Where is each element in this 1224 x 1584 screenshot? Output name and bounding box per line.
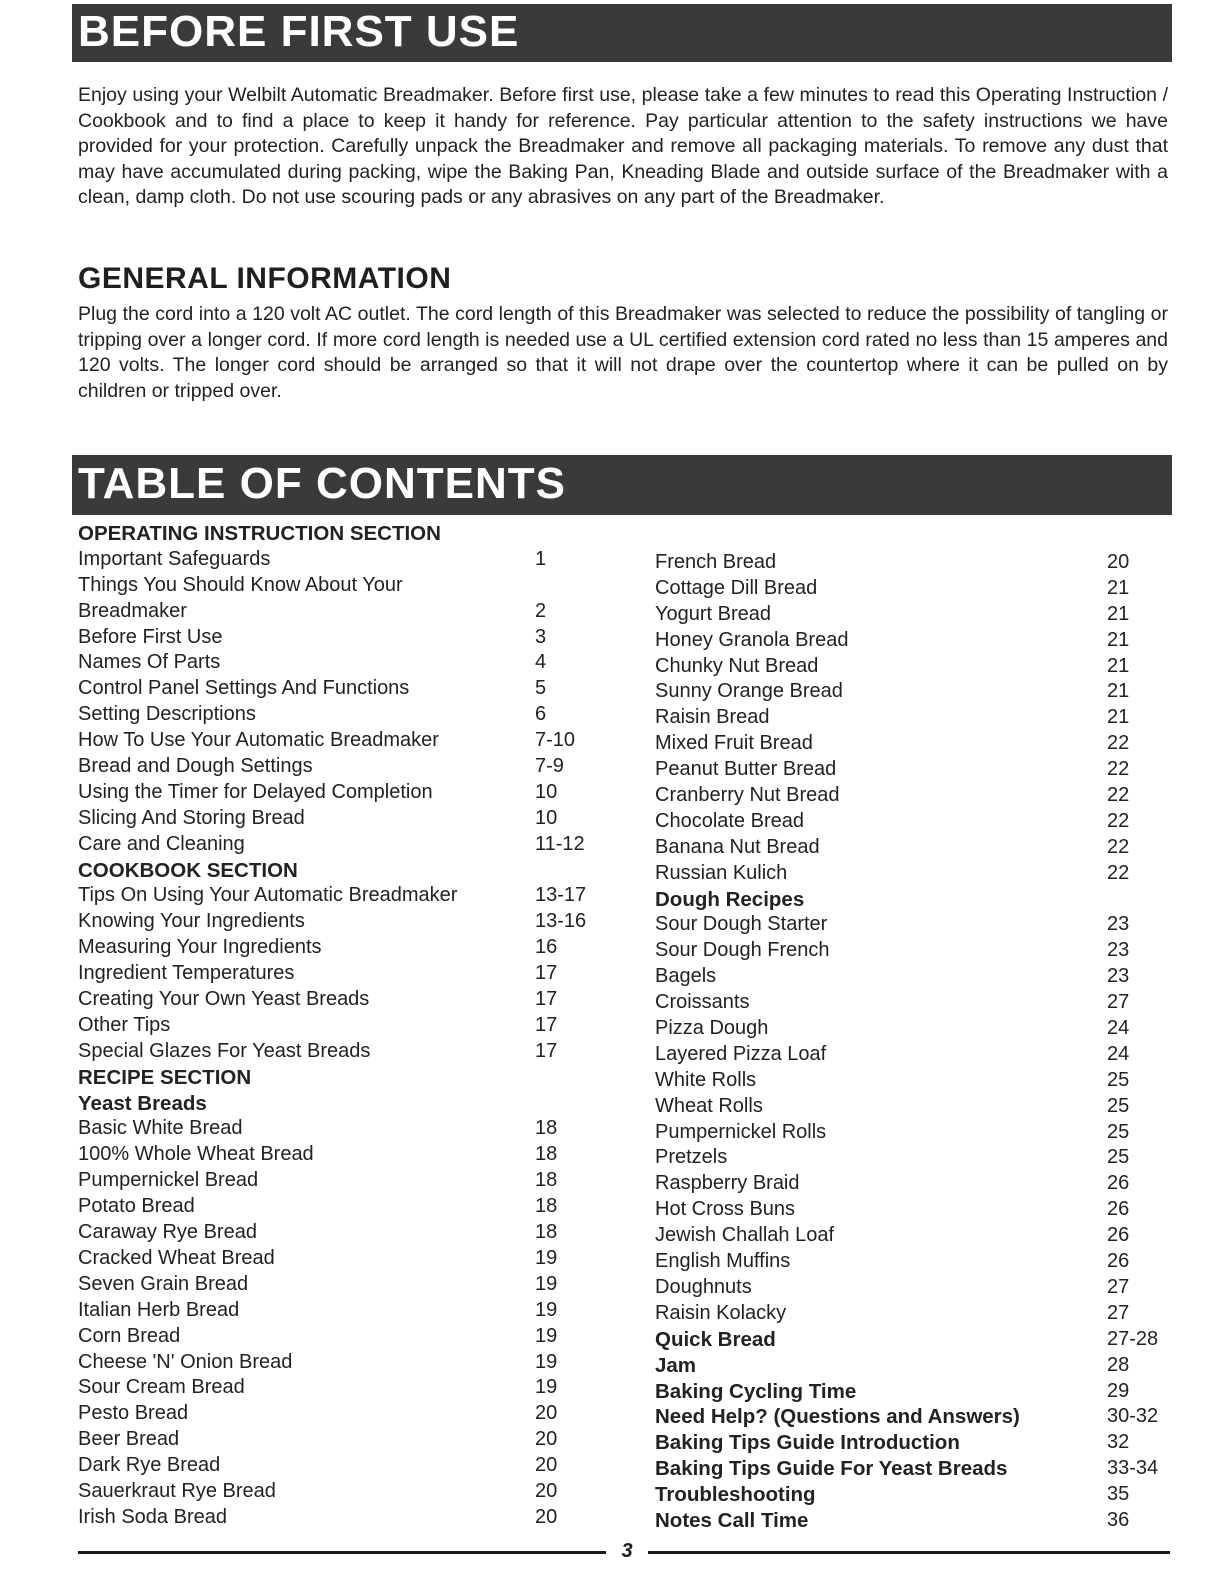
toc-entry-page: 21 <box>1107 576 1130 599</box>
general-information-heading: GENERAL INFORMATION <box>78 262 452 295</box>
toc-entry-title: How To Use Your Automatic Breadmaker <box>78 729 439 752</box>
toc-entry-title: Chunky Nut Bread <box>655 654 819 677</box>
toc-entry-page: 21 <box>1107 602 1130 625</box>
toc-entry <box>655 654 1175 680</box>
toc-entry <box>655 861 1175 887</box>
toc-entry <box>655 1042 1175 1068</box>
toc-entry <box>78 1168 598 1194</box>
toc-entry <box>655 602 1175 628</box>
toc-entry-title: Other Tips <box>78 1013 171 1036</box>
toc-entry <box>78 676 598 702</box>
toc-entry-page: 33-34 <box>1107 1457 1159 1480</box>
toc-entry-title: Sour Cream Bread <box>78 1376 245 1399</box>
toc-entry-page: 26 <box>1107 1250 1130 1273</box>
toc-entry-title: Special Glazes For Yeast Breads <box>78 1039 371 1062</box>
toc-entry-title: OPERATING INSTRUCTION SECTION <box>78 522 441 545</box>
toc-entry-page: 23 <box>1107 965 1130 988</box>
toc-entry-page: 32 <box>1107 1431 1130 1454</box>
toc-entry-title: Ingredient Temperatures <box>78 962 295 985</box>
toc-entry-page: 23 <box>1107 913 1130 936</box>
toc-entry-title: Sunny Orange Bread <box>655 680 843 703</box>
toc-entry-title: Potato Bread <box>78 1195 195 1218</box>
toc-entry <box>78 754 598 780</box>
toc-entry <box>78 1324 598 1350</box>
toc-entry <box>78 1350 598 1376</box>
toc-entry-title: Breadmaker <box>78 599 187 622</box>
toc-entry-page: 27 <box>1107 1301 1130 1324</box>
toc-entry-page: 19 <box>535 1350 558 1373</box>
toc-entry-title: Layered Pizza Loaf <box>655 1042 827 1065</box>
toc-entry <box>78 1479 598 1505</box>
toc-entry-page: 27 <box>1107 1275 1130 1298</box>
toc-entry <box>78 961 598 987</box>
toc-section-heading <box>655 1508 1175 1534</box>
toc-entry-page: 17 <box>535 988 558 1011</box>
toc-entry-title: Chocolate Bread <box>655 809 804 832</box>
toc-entry-title: Notes Call Time <box>655 1508 809 1532</box>
toc-entry-page: 13-16 <box>535 910 587 933</box>
toc-entry-title: Cheese 'N' Onion Bread <box>78 1350 293 1373</box>
toc-entry-title: Pretzels <box>655 1146 728 1169</box>
toc-entry <box>78 650 598 676</box>
toc-entry-page: 20 <box>535 1505 558 1528</box>
toc-entry <box>655 1120 1175 1146</box>
toc-entry <box>78 702 598 728</box>
toc-entry-title: Important Safeguards <box>78 547 271 570</box>
toc-entry-page: 24 <box>1107 1042 1130 1065</box>
toc-entry-title: Sour Dough Starter <box>655 913 828 936</box>
toc-entry-page: 20 <box>535 1402 558 1425</box>
toc-entry <box>78 780 598 806</box>
toc-entry <box>78 1272 598 1298</box>
toc-entry-page: 21 <box>1107 654 1130 677</box>
toc-section-heading <box>655 1456 1175 1482</box>
toc-entry-title: Raisin Bread <box>655 706 770 729</box>
toc-entry-title: Measuring Your Ingredients <box>78 936 322 959</box>
toc-entry <box>78 806 598 832</box>
toc-entry-title: Jewish Challah Loaf <box>655 1224 834 1247</box>
toc-entry <box>78 883 598 909</box>
footer-rule-right <box>648 1551 1170 1554</box>
toc-entry-title: Names Of Parts <box>78 651 221 674</box>
toc-entry-page: 25 <box>1107 1120 1130 1143</box>
toc-entry <box>655 731 1175 757</box>
toc-section-heading <box>655 1353 1175 1379</box>
toc-entry <box>655 705 1175 731</box>
toc-entry <box>655 679 1175 705</box>
toc-entry-page: 20 <box>535 1479 558 1502</box>
toc-entry-page: 6 <box>535 703 547 726</box>
toc-entry <box>78 1453 598 1479</box>
toc-entry <box>78 599 598 625</box>
toc-entry-page: 26 <box>1107 1224 1130 1247</box>
toc-entry-title: Bread and Dough Settings <box>78 755 313 778</box>
toc-entry <box>78 1194 598 1220</box>
toc-entry-page: 27 <box>1107 991 1130 1014</box>
toc-left-column <box>78 521 598 1531</box>
toc-section-heading <box>655 1430 1175 1456</box>
toc-entry-page: 22 <box>1107 809 1130 832</box>
toc-entry-page: 20 <box>1107 551 1130 573</box>
toc-entry-page: 28 <box>1107 1353 1130 1376</box>
toc-entry-title: Raspberry Braid <box>655 1172 800 1195</box>
table-of-contents-title: TABLE OF CONTENTS <box>78 459 566 508</box>
toc-entry <box>78 1220 598 1246</box>
toc-entry <box>655 1223 1175 1249</box>
toc-entry-page: 1 <box>535 547 547 570</box>
toc-section-heading <box>78 1091 598 1117</box>
toc-entry-page: 24 <box>1107 1017 1130 1040</box>
toc-entry <box>78 1401 598 1427</box>
toc-entry-title: Jam <box>655 1353 697 1377</box>
toc-entry-page: 26 <box>1107 1172 1130 1195</box>
toc-entry <box>78 987 598 1013</box>
toc-entry <box>655 1301 1175 1327</box>
toc-entry <box>78 1013 598 1039</box>
toc-entry-page: 20 <box>535 1428 558 1451</box>
toc-entry-page: 16 <box>535 936 558 959</box>
toc-entry-page: 22 <box>1107 835 1130 858</box>
toc-entry-title: Tips On Using Your Automatic Breadmaker <box>78 884 458 907</box>
toc-entry-title: Peanut Butter Bread <box>655 758 837 781</box>
toc-entry <box>78 547 598 573</box>
toc-entry-page: 17 <box>535 1013 558 1036</box>
toc-section-heading <box>655 1379 1175 1405</box>
toc-entry-title: Troubleshooting <box>655 1483 816 1507</box>
toc-entry-title: Cottage Dill Bread <box>655 576 818 599</box>
toc-entry-page: 17 <box>535 962 558 985</box>
footer-rule-left <box>78 1551 606 1554</box>
toc-section-heading <box>655 887 1175 913</box>
toc-entry-title: English Muffins <box>655 1250 791 1273</box>
toc-entry-title: Basic White Bread <box>78 1117 243 1140</box>
toc-entry-page: 18 <box>535 1117 558 1140</box>
toc-entry-title: Hot Cross Buns <box>655 1198 796 1221</box>
toc-entry-title: Creating Your Own Yeast Breads <box>78 988 370 1011</box>
toc-entry <box>655 1016 1175 1042</box>
toc-entry-title: COOKBOOK SECTION <box>78 858 298 882</box>
toc-entry-page: 10 <box>535 806 558 829</box>
toc-section-heading <box>78 521 598 547</box>
toc-entry-title: Honey Granola Bread <box>655 628 849 651</box>
toc-entry <box>655 964 1175 990</box>
toc-entry <box>655 628 1175 654</box>
toc-entry-page: 23 <box>1107 939 1130 962</box>
toc-entry <box>655 912 1175 938</box>
toc-entry-title: Caraway Rye Bread <box>78 1221 257 1244</box>
toc-entry-title: Before First Use <box>78 625 223 648</box>
toc-entry-page: 19 <box>535 1324 558 1347</box>
toc-entry-page: 10 <box>535 780 558 803</box>
toc-entry-page: 18 <box>535 1169 558 1192</box>
toc-entry <box>78 1246 598 1272</box>
toc-entry <box>78 1142 598 1168</box>
toc-entry-title: Irish Soda Bread <box>78 1505 227 1528</box>
toc-entry-title: Beer Bread <box>78 1428 180 1451</box>
toc-entry <box>78 1427 598 1453</box>
toc-entry-page: 22 <box>1107 861 1130 884</box>
toc-entry-title: Sour Dough French <box>655 939 830 962</box>
page-number: 3 <box>621 1540 633 1562</box>
toc-entry-page: 5 <box>535 677 547 700</box>
toc-entry-page: 17 <box>535 1039 558 1062</box>
toc-entry <box>655 1197 1175 1223</box>
toc-entry-title: Pumpernickel Rolls <box>655 1120 827 1143</box>
toc-entry-page: 25 <box>1107 1094 1130 1117</box>
toc-entry-title: White Rolls <box>655 1068 757 1091</box>
toc-entry-page: 2 <box>535 599 547 622</box>
toc-entry-title: Dough Recipes <box>655 887 805 911</box>
toc-entry-page: 25 <box>1107 1146 1130 1169</box>
toc-entry <box>655 1171 1175 1197</box>
toc-entry-page: 25 <box>1107 1068 1130 1091</box>
toc-entry-page: 18 <box>535 1195 558 1218</box>
toc-entry <box>655 1068 1175 1094</box>
toc-entry-title: Cranberry Nut Bread <box>655 784 840 807</box>
toc-entry <box>655 1275 1175 1301</box>
toc-entry-page: 22 <box>1107 732 1130 755</box>
toc-entry-title: Yogurt Bread <box>655 602 772 625</box>
toc-entry-page: 18 <box>535 1221 558 1244</box>
toc-entry-page: 20 <box>535 1454 558 1477</box>
toc-entry <box>78 1505 598 1531</box>
toc-entry-title: Doughnuts <box>655 1275 752 1298</box>
toc-section-heading <box>78 1065 598 1091</box>
toc-entry-title: Mixed Fruit Bread <box>655 732 813 755</box>
toc-entry-title: Yeast Breads <box>78 1091 207 1115</box>
toc-entry-title: Corn Bread <box>78 1324 181 1347</box>
toc-entry-title: Pizza Dough <box>655 1017 769 1040</box>
toc-entry <box>78 1375 598 1401</box>
toc-section-heading <box>655 1404 1175 1430</box>
toc-entry <box>655 1145 1175 1171</box>
toc-entry-page: 30-32 <box>1107 1405 1159 1428</box>
toc-entry <box>78 1039 598 1065</box>
toc-entry-page: 27-28 <box>1107 1327 1159 1350</box>
toc-entry <box>78 728 598 754</box>
toc-entry-title: Pesto Bread <box>78 1402 189 1425</box>
toc-section-heading <box>655 1327 1175 1353</box>
toc-entry-page: 22 <box>1107 758 1130 781</box>
toc-entry-page: 4 <box>535 651 547 674</box>
toc-entry <box>655 783 1175 809</box>
toc-entry-title: Knowing Your Ingredients <box>78 910 305 933</box>
toc-entry <box>655 990 1175 1016</box>
toc-entry-page: 19 <box>535 1246 558 1269</box>
toc-entry <box>655 1094 1175 1120</box>
toc-entry-page: 21 <box>1107 680 1130 703</box>
toc-entry-title: Pumpernickel Bread <box>78 1169 259 1192</box>
toc-entry <box>78 832 598 858</box>
toc-entry-title: French Bread <box>655 551 777 573</box>
toc-entry-title: Slicing And Storing Bread <box>78 806 305 829</box>
toc-entry <box>655 550 1175 576</box>
toc-entry-page: 29 <box>1107 1379 1130 1402</box>
before-first-use-text: Enjoy using your Welbilt Automatic Breadmaker. Before first use, please take a few minutes to read this Operating Instruction / Cookbook and to find a place to keep it handy for reference. Pay particular attention to the safety instructions we have provided for your protection. Carefully unpack the Breadmaker and remove all packaging materials. To remove any dust that may have accumulated during packing, wipe the Baking Pan, Kneading Blade and outside surface of the Breadmaker with a clean, damp cloth. Do not use scouring pads or any abrasives on any part of the Breadmaker. <box>78 84 1168 209</box>
toc-entry-title: Wheat Rolls <box>655 1094 763 1117</box>
toc-entry-title: Care and Cleaning <box>78 832 245 855</box>
toc-entry <box>78 1116 598 1142</box>
toc-entry <box>655 809 1175 835</box>
toc-entry-page: 11-12 <box>535 832 585 855</box>
toc-entry-page: 19 <box>535 1272 558 1295</box>
toc-entry-page: 7-9 <box>535 755 564 778</box>
toc-right-column <box>655 550 1175 1534</box>
toc-entry <box>655 757 1175 783</box>
before-first-use-banner <box>72 4 1172 62</box>
toc-entry-page: 13-17 <box>535 884 587 907</box>
toc-entry <box>78 1298 598 1324</box>
toc-entry <box>655 1249 1175 1275</box>
toc-entry-page: 19 <box>535 1376 558 1399</box>
toc-entry-title: Baking Tips Guide Introduction <box>655 1431 960 1455</box>
toc-entry <box>78 625 598 651</box>
toc-entry-page: 21 <box>1107 706 1130 729</box>
toc-entry-page: 36 <box>1107 1508 1130 1531</box>
toc-entry-title: Seven Grain Bread <box>78 1272 249 1295</box>
toc-entry-page: 7-10 <box>535 729 576 752</box>
toc-entry-title: Quick Bread <box>655 1327 776 1351</box>
before-first-use-title: BEFORE FIRST USE <box>78 7 520 56</box>
toc-entry <box>655 576 1175 602</box>
toc-entry-title: Control Panel Settings And Functions <box>78 677 410 700</box>
toc-entry-title: Banana Nut Bread <box>655 835 820 858</box>
toc-entry-page: 3 <box>535 625 547 648</box>
toc-entry-title: RECIPE SECTION <box>78 1065 252 1089</box>
toc-entry-title: Croissants <box>655 991 750 1014</box>
toc-section-heading <box>655 1482 1175 1508</box>
toc-entry-page: 22 <box>1107 784 1130 807</box>
toc-entry-page: 19 <box>535 1298 558 1321</box>
toc-entry-title: Italian Herb Bread <box>78 1298 240 1321</box>
table-of-contents-banner <box>72 455 1172 515</box>
toc-entry-title: Dark Rye Bread <box>78 1454 221 1477</box>
toc-entry <box>78 935 598 961</box>
toc-entry-title: Bagels <box>655 965 717 988</box>
toc-entry <box>78 573 598 599</box>
general-information-text: Plug the cord into a 120 volt AC outlet. The cord length of this Breadmaker was selected to reduce the possibility of tangling or tripping over a longer cord. If more cord length is needed use a UL certified extension cord rated no less than 15 amperes and 120 volts. The longer cord should be arranged so that it will not drape over the countertop where it can be pulled on by children or tripped over. <box>78 303 1168 402</box>
toc-entry-page: 18 <box>535 1143 558 1166</box>
toc-section-heading <box>78 858 598 884</box>
toc-entry-title: Using the Timer for Delayed Completion <box>78 780 433 803</box>
toc-entry-page: 35 <box>1107 1483 1130 1506</box>
toc-entry-page: 21 <box>1107 628 1130 651</box>
toc-entry-page: 26 <box>1107 1198 1130 1221</box>
toc-entry-title: Raisin Kolacky <box>655 1301 787 1324</box>
toc-entry-title: Russian Kulich <box>655 861 788 884</box>
toc-entry-title: Things You Should Know About Your <box>78 573 403 596</box>
toc-entry-title: Setting Descriptions <box>78 703 256 726</box>
toc-entry <box>655 835 1175 861</box>
toc-entry-title: Baking Cycling Time <box>655 1379 857 1403</box>
toc-entry <box>78 909 598 935</box>
toc-entry-title: Cracked Wheat Bread <box>78 1246 275 1269</box>
toc-entry-title: Need Help? (Questions and Answers) <box>655 1405 1020 1429</box>
toc-entry-title: 100% Whole Wheat Bread <box>78 1143 314 1166</box>
toc-entry-title: Baking Tips Guide For Yeast Breads <box>655 1457 1008 1481</box>
toc-entry <box>655 938 1175 964</box>
toc-entry-title: Sauerkraut Rye Bread <box>78 1479 276 1502</box>
